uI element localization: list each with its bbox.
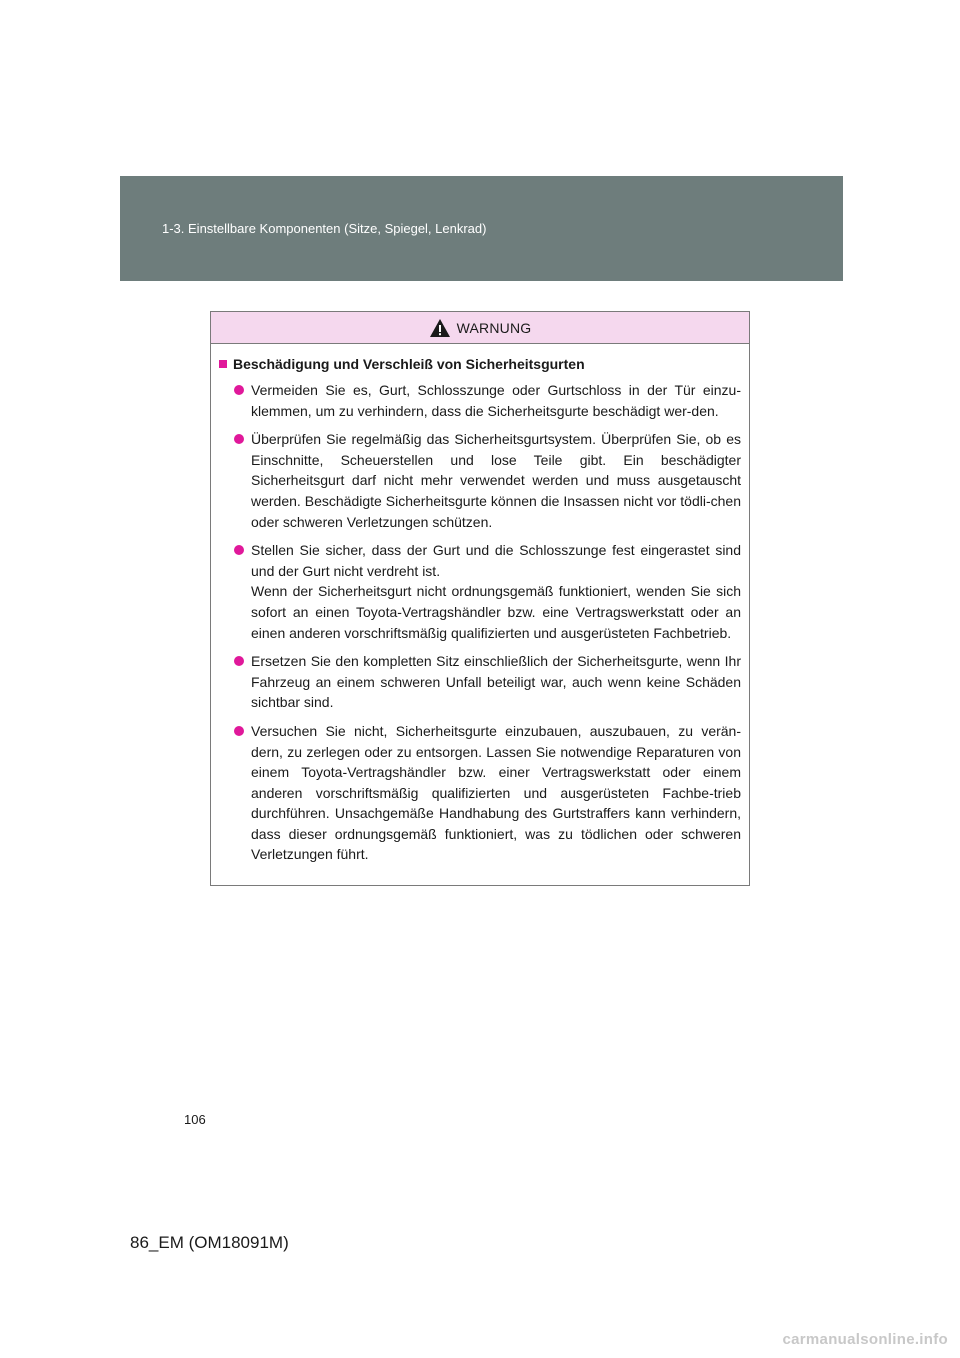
page-number: 106	[184, 1112, 206, 1127]
site-watermark: carmanualsonline.info	[782, 1331, 948, 1348]
warning-item-text: Stellen Sie sicher, dass der Gurt und die Schlosszunge fest eingerastet sind und der Gurt nicht verdreht ist. Wenn der Sicherheitsgurt nicht ordnungsgemäß funktioniert, wenden Sie sich sofort an einen Toyota-Vertragshändler bzw. eine Vertragswerkstatt oder an einen anderen vorschriftsmäßig qualifizierten und ausgerüsteten Fachbetrieb.	[251, 542, 741, 641]
warning-item	[219, 429, 741, 532]
warning-item	[219, 651, 741, 713]
warning-body	[211, 344, 749, 865]
warning-subheading	[219, 354, 741, 374]
square-bullet-icon	[219, 360, 227, 368]
document-code: 86_EM (OM18091M)	[130, 1233, 289, 1252]
warning-item	[219, 540, 741, 643]
circle-bullet-icon	[234, 656, 244, 666]
warning-item	[219, 721, 741, 865]
warning-title: WARNUNG	[456, 319, 532, 336]
warning-subheading-text: Beschädigung und Verschleiß von Sicherheitsgurten	[233, 356, 585, 372]
warning-triangle-icon	[429, 318, 451, 338]
circle-bullet-icon	[234, 726, 244, 736]
warning-item-text: Ersetzen Sie den kompletten Sitz einschließlich der Sicherheitsgurte, wenn Ihr Fahrzeug an einem schweren Unfall beteiligt war, auch wenn keine Schäden sichtbar sind.	[251, 653, 741, 711]
warning-item-text: Vermeiden Sie es, Gurt, Schlosszunge oder Gurtschloss in der Tür einzu-klemmen, um zu verhindern, dass die Sicherheitsgurte beschädigt wer-den.	[251, 382, 741, 419]
circle-bullet-icon	[234, 545, 244, 555]
warning-box	[210, 311, 750, 886]
circle-bullet-icon	[234, 434, 244, 444]
section-header-band	[120, 176, 843, 281]
circle-bullet-icon	[234, 385, 244, 395]
warning-header	[211, 312, 749, 344]
section-title: 1-3. Einstellbare Komponenten (Sitze, Spiegel, Lenkrad)	[162, 221, 487, 236]
warning-item-text: Versuchen Sie nicht, Sicherheitsgurte einzubauen, auszubauen, zu verän-dern, zu zerlegen oder zu entsorgen. Lassen Sie notwendige Reparaturen von einem Toyota-Vertragshändler bzw. einer Vertragswerkstatt oder einem anderen vorschriftsmäßig qualifizierten und ausgerüsteten Fachbe-trieb durchführen. Unsachgemäße Handhabung des Gurtstraffers kann verhindern, dass dieser ordnungsgemäß funktioniert, was zu tödlichen oder schweren Verletzungen führt.	[251, 722, 741, 863]
warning-item-text: Überprüfen Sie regelmäßig das Sicherheitsgurtsystem. Überprüfen Sie, ob es Einschnitte, Scheuerstellen und lose Teile gibt. Ein beschädigter Sicherheitsgurt darf nicht mehr verwendet werden und muss ausgetauscht werden. Beschädigte Sicherheitsgurte können die Insassen nicht vor tödli-chen oder schweren Verletzungen schützen.	[251, 431, 741, 530]
warning-item	[219, 380, 741, 421]
